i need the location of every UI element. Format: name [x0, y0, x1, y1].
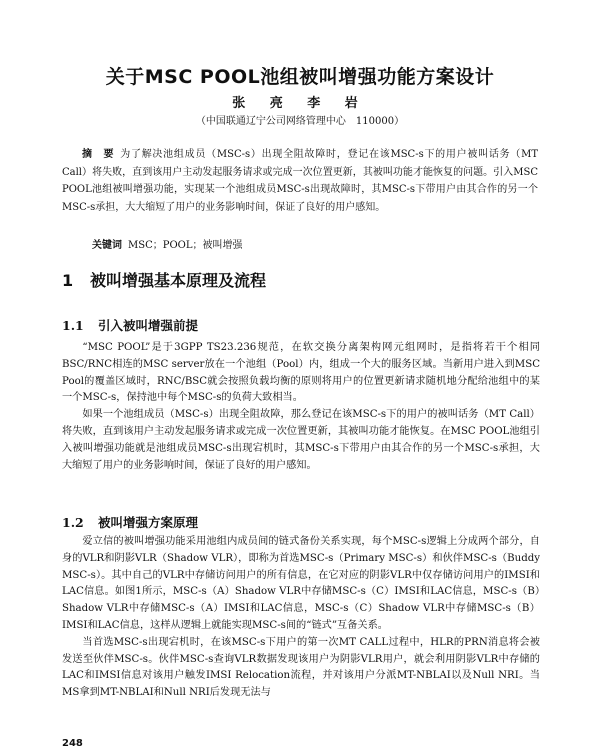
- author-names: 张 亮 李 岩: [232, 96, 368, 111]
- subsection-number: 1.1: [62, 318, 84, 333]
- paper-title: 关于MSC POOL池组被叫增强功能方案设计: [105, 66, 495, 88]
- author-affiliation: （中国联通辽宁公司网络管理中心 110000）: [195, 116, 405, 127]
- subsection-heading-1-1: [62, 316, 198, 334]
- section-1-2-body: [62, 534, 540, 702]
- abstract: [62, 146, 538, 216]
- section-heading-1: [62, 268, 266, 291]
- subsection-number: 1.2: [62, 515, 84, 530]
- subsection-title: 引入被叫增强前提: [98, 318, 199, 333]
- section-1-1-body: [62, 340, 540, 474]
- paragraph: “MSC POOL”是于3GPP TS23.236规范，在软交换分离架构网元组网时，是指将若干个相同BSC/RNC相连的MSC server放在一个池组（Pool）内，组成一个大的服务区域。当新用户进入到MSC Pool的覆盖区域时，RNC/BSC就会按照负载均衡的原则将用户的位置更新请求随机地分配给池组中的某一个MSC-s，保持池中每个MSC-s的负荷大致相当。: [62, 342, 540, 404]
- subsection-title: 被叫增强方案原理: [98, 515, 199, 530]
- page-number: 248: [62, 738, 83, 749]
- paragraph: 如果一个池组成员（MSC-s）出现全阻故障，那么登记在该MSC-s下的用户的被叫话务（MT Call）将失败，直到该用户主动发起服务请求或完成一次位置更新，其被叫功能才能恢复。在MSC POOL池组引入被叫增强功能就是池组成员MSC-s出现宕机时，其MSC-s下带用户由其合作的另一个MSC-s承担，大大缩短了用户的业务影响时间，保证了良好的用户感知。: [62, 409, 540, 471]
- section-number: 1: [62, 271, 74, 290]
- abstract-text: 为了解决池组成员（MSC-s）出现全阻故障时，登记在该MSC-s下的用户被叫话务（MT Call）将失败，直到该用户主动发起服务请求或完成一次位置更新，其被叫功能才能恢复的问题。引入MSC POOL池组被叫增强功能，实现某一个池组成员MSC-s出现故障时，其MSC-s下带用户由其合作的另一个MSC-s承担，大大缩短了用户的业务影响时间，保证了良好的用户感知。: [62, 149, 538, 213]
- keywords-text: MSC；POOL；被叫增强: [128, 240, 243, 251]
- keywords-label: 关键词: [92, 240, 122, 251]
- keywords: [92, 236, 243, 251]
- paragraph: 当首选MSC-s出现宕机时，在该MSC-s下用户的第一次MT CALL过程中，HLR的PRN消息将会被发送至伙伴MSC-s。伙伴MSC-s查询VLR数据发现该用户为阴影VLR用户，就会利用阴影VLR中存储的LAC和IMSI信息对该用户触发IMSI Relocation流程，并对该用户分派MT-NBLAI以及Null NRI。当MS拿到MT-NBLAI和Null NRI后发现无法与: [62, 636, 540, 699]
- subsection-heading-1-2: [62, 513, 198, 531]
- abstract-label: 摘 要: [82, 149, 115, 160]
- section-title: 被叫增强基本原理及流程: [90, 271, 267, 290]
- paragraph: 爱立信的被叫增强功能采用池组内成员间的链式备份关系实现，每个MSC-s逻辑上分成两个部分，自身的VLR和阴影VLR（Shadow VLR），即称为首选MSC-s（Primary MSC-s）和伙伴MSC-s（Buddy MSC-s）。其中自己的VLR中存储访问用户的所有信息，在它对应的阴影VLR中仅存储访问用户的IMSI和LAC信息。如图1所示，MSC-s（A）Shadow VLR中存储MSC-s（C）IMSI和LAC信息，MSC-s（B）Shadow VLR中存储MSC-s（A）IMSI和LAC信息，MSC-s（C）Shadow VLR中存储MSC-s（B）IMSI和LAC信息，这样从逻辑上就能实现MSC-s间的“链式”互备关系。: [62, 536, 540, 631]
